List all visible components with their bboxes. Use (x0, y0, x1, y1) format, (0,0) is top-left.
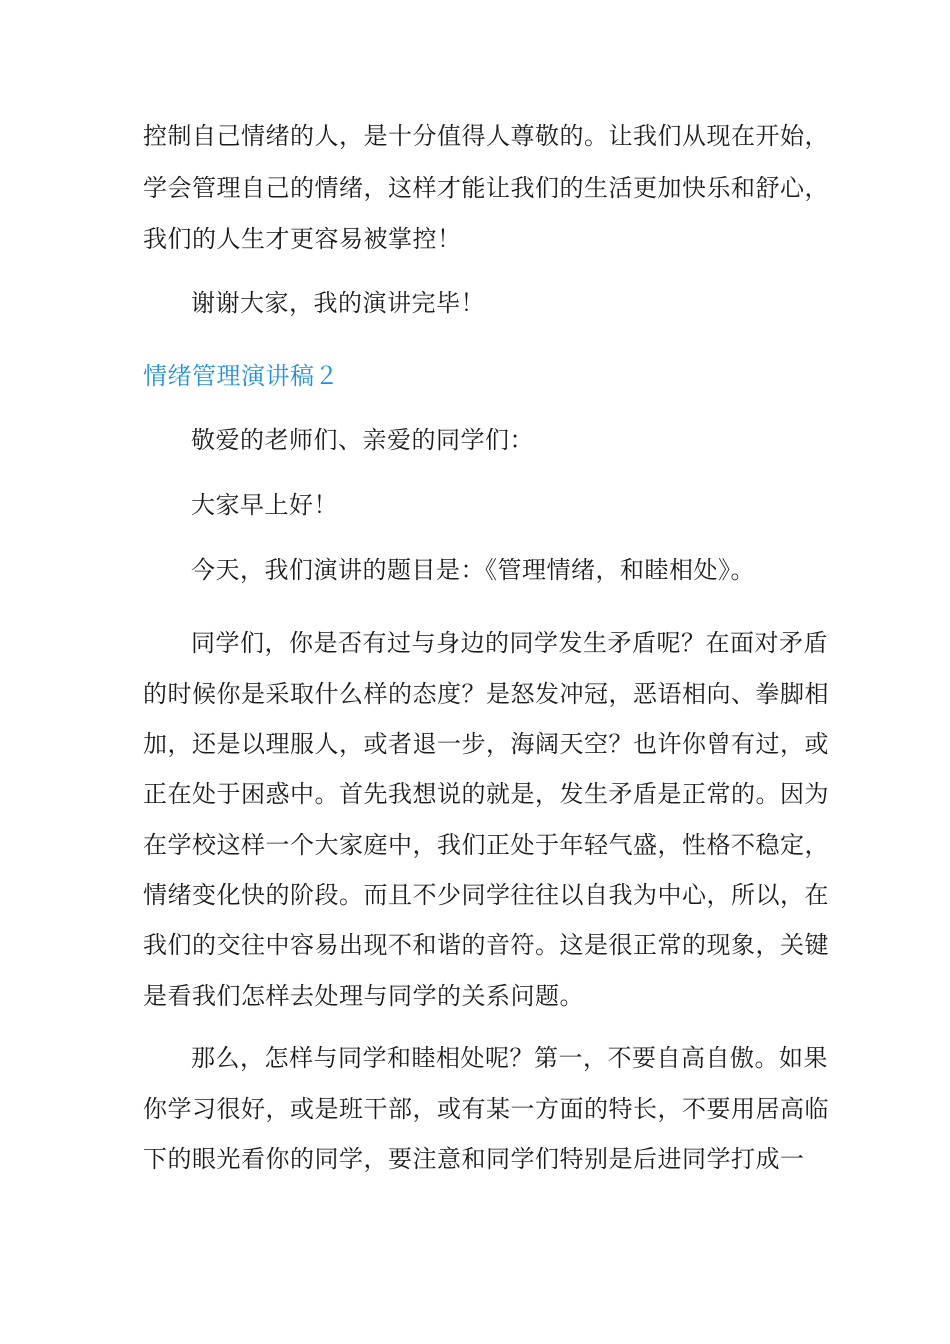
text-line: 情绪变化快的阶段。而且不少同学往往以自我为中心，所以，在 (143, 881, 829, 909)
text-line: 正在处于困惑中。首先我想说的就是，发生矛盾是正常的。因为 (143, 780, 829, 808)
text-line: 大家早上好！ (191, 491, 338, 519)
text-line: 那么，怎样与同学和睦相处呢？第一，不要自高自傲。如果 (191, 1044, 828, 1072)
text-line: 加，还是以理服人，或者退一步，海阔天空？也许你曾有过，或 (143, 730, 829, 758)
text-line: 控制自己情绪的人，是十分值得人尊敬的。让我们从现在开始， (143, 122, 829, 150)
text-line: 你学习很好，或是班干部，或有某一方面的特长，不要用居高临 (143, 1095, 829, 1123)
text-line: 下的眼光看你的同学，要注意和同学们特别是后进同学打成一 (143, 1145, 805, 1173)
text-line: 我们的交往中容易出现不和谐的音符。这是很正常的现象，关键 (143, 931, 829, 959)
text-line: 的时候你是采取什么样的态度？是怒发冲冠，恶语相向、拳脚相 (143, 680, 829, 708)
text-line: 今天，我们演讲的题目是：《管理情绪，和睦相处》。 (191, 556, 755, 584)
text-line: 在学校这样一个大家庭中，我们正处于年轻气盛，性格不稳定， (143, 831, 829, 859)
text-line: 我们的人生才更容易被掌控！ (143, 225, 462, 253)
text-line: 同学们，你是否有过与身边的同学发生矛盾呢？在面对矛盾 (191, 629, 828, 657)
text-line: 敬爱的老师们、亲爱的同学们： (191, 426, 534, 454)
text-line: 学会管理自己的情绪，这样才能让我们的生活更加快乐和舒心， (143, 174, 829, 202)
text-line: 谢谢大家，我的演讲完毕！ (191, 289, 485, 317)
section-heading: 情绪管理演讲稿２ (143, 362, 339, 390)
text-line: 是看我们怎样去处理与同学的关系问题。 (143, 982, 584, 1010)
